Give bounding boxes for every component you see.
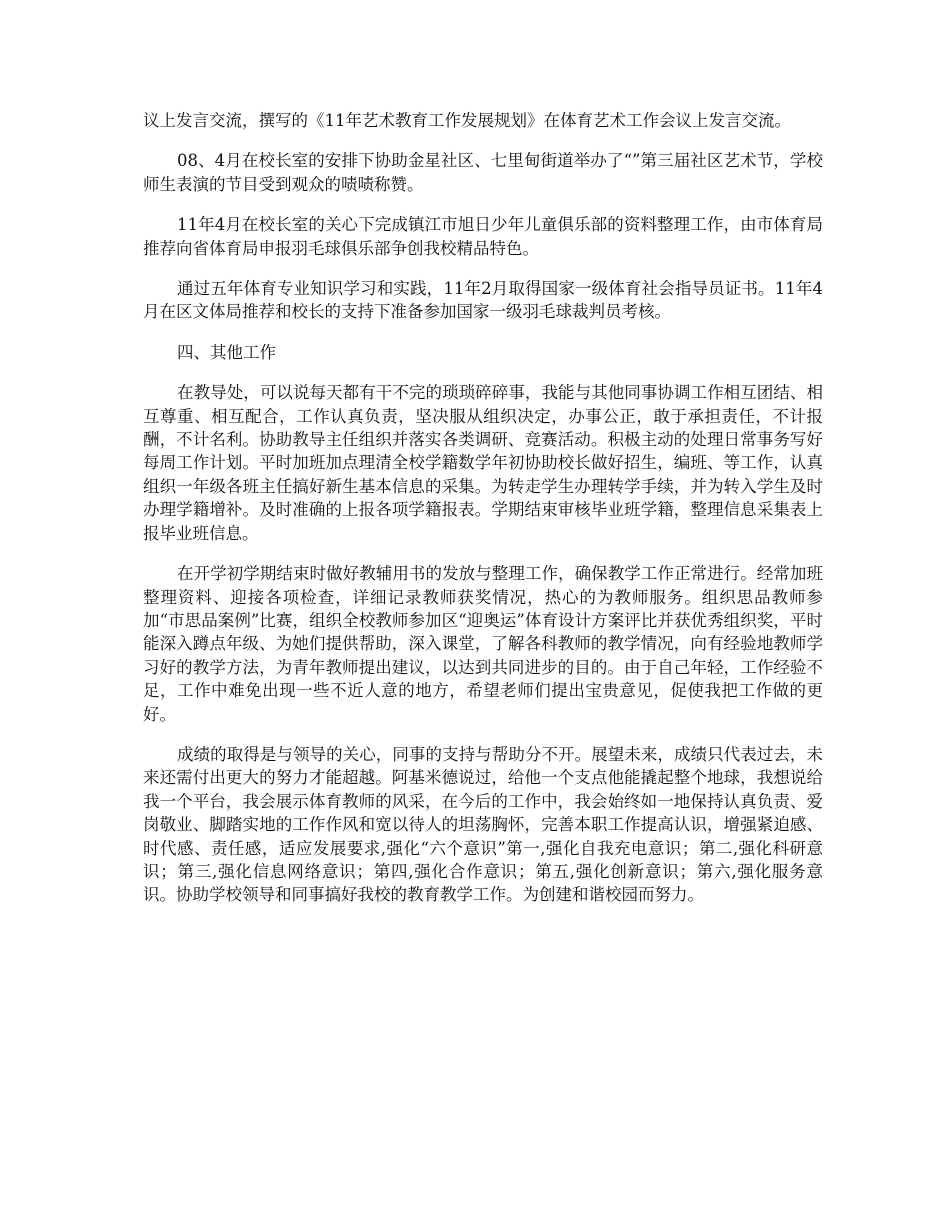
paragraph-continuation: 议上发言交流，撰写的《11年艺术教育工作发展规划》在体育艺术工作会议上发言交流。 <box>143 111 791 130</box>
paragraph-community-art-festival: 08、4月在校长室的安排下协助金星社区、七里甸街道举办了“”第三届社区艺术节，学校师生表演的节目受到观众的啧啧称赞。 <box>143 151 823 194</box>
paragraph-youth-club: 11年4月在校长室的关心下完成镇江市旭日少年儿童俱乐部的资料整理工作，由市体育局推荐向省体育局申报羽毛球俱乐部争创我校精品特色。 <box>143 215 823 258</box>
section-heading-other-work: 四、其他工作 <box>177 342 276 362</box>
paragraph-teacher-service: 在开学初学期结束时做好教辅用书的发放与整理工作，确保教学工作正常进行。经常加班整理资料、迎接各项检查，详细记录教师获奖情况，热心的为教师服务。组织思品教师参加“市思品案例”比赛，组织全校教师参加区“迎奥运”体育设计方案评比并获优秀组织奖，平时能深入蹲点年级、为她们提供帮助，深入课堂，了解各科教师的教学情况，向有经验地教师学习好的教学方法，为青年教师提出建议，以达到共同进步的目的。由于自己年轻，工作经验不足，工作中难免出现一些不近人意的地方，希望老师们提出宝贵意见，促使我把工作做的更好。 <box>143 564 823 724</box>
paragraph-outlook: 成绩的取得是与领导的关心，同事的支持与帮助分不开。展望未来，成绩只代表过去，未来还需付出更大的努力才能超越。阿基米德说过，给他一个支点他能撬起整个地球，我想说给我一个平台，我会展示体育教师的风采，在今后的工作中，我会始终如一地保持认真负责、爱岗敬业、脚踏实地的工作作风和宽以待人的坦荡胸怀，完善本职工作提高认识，增强紧迫感、时代感、责任感，适应发展要求,强化“六个意识”第一,强化自我充电意识；第二,强化科研意识；第三,强化信息网络意识；第四,强化合作意识；第五,强化创新意识；第六,强化服务意识。协助学校领导和同事搞好我校的教育教学工作。为创建和谐校园而努力。 <box>143 744 823 905</box>
document-body <box>143 109 823 924</box>
paragraph-certification: 通过五年体育专业知识学习和实践，11年2月取得国家一级体育社会指导员证书。11年4月在区文体局推荐和校长的支持下准备参加国家一级羽毛球裁判员考核。 <box>143 279 823 322</box>
paragraph-academic-affairs: 在教导处，可以说每天都有干不完的琐琐碎碎事，我能与其他同事协调工作相互团结、相互尊重、相互配合，工作认真负责，坚决服从组织决定，办事公正，敢于承担责任，不计报酬，不计名利。协助教导主任组织并落实各类调研、竞赛活动。积极主动的处理日常事务写好每周工作计划。平时加班加点理清全校学籍数学年初协助校长做好招生，编班、等工作，认真组织一年级各班主任搞好新生基本信息的采集。为转走学生办理转学手续，并为转入学生及时办理学籍增补。及时准确的上报各项学籍报表。学期结束审核毕业班学籍，整理信息采集表上报毕业班信息。 <box>143 383 823 543</box>
